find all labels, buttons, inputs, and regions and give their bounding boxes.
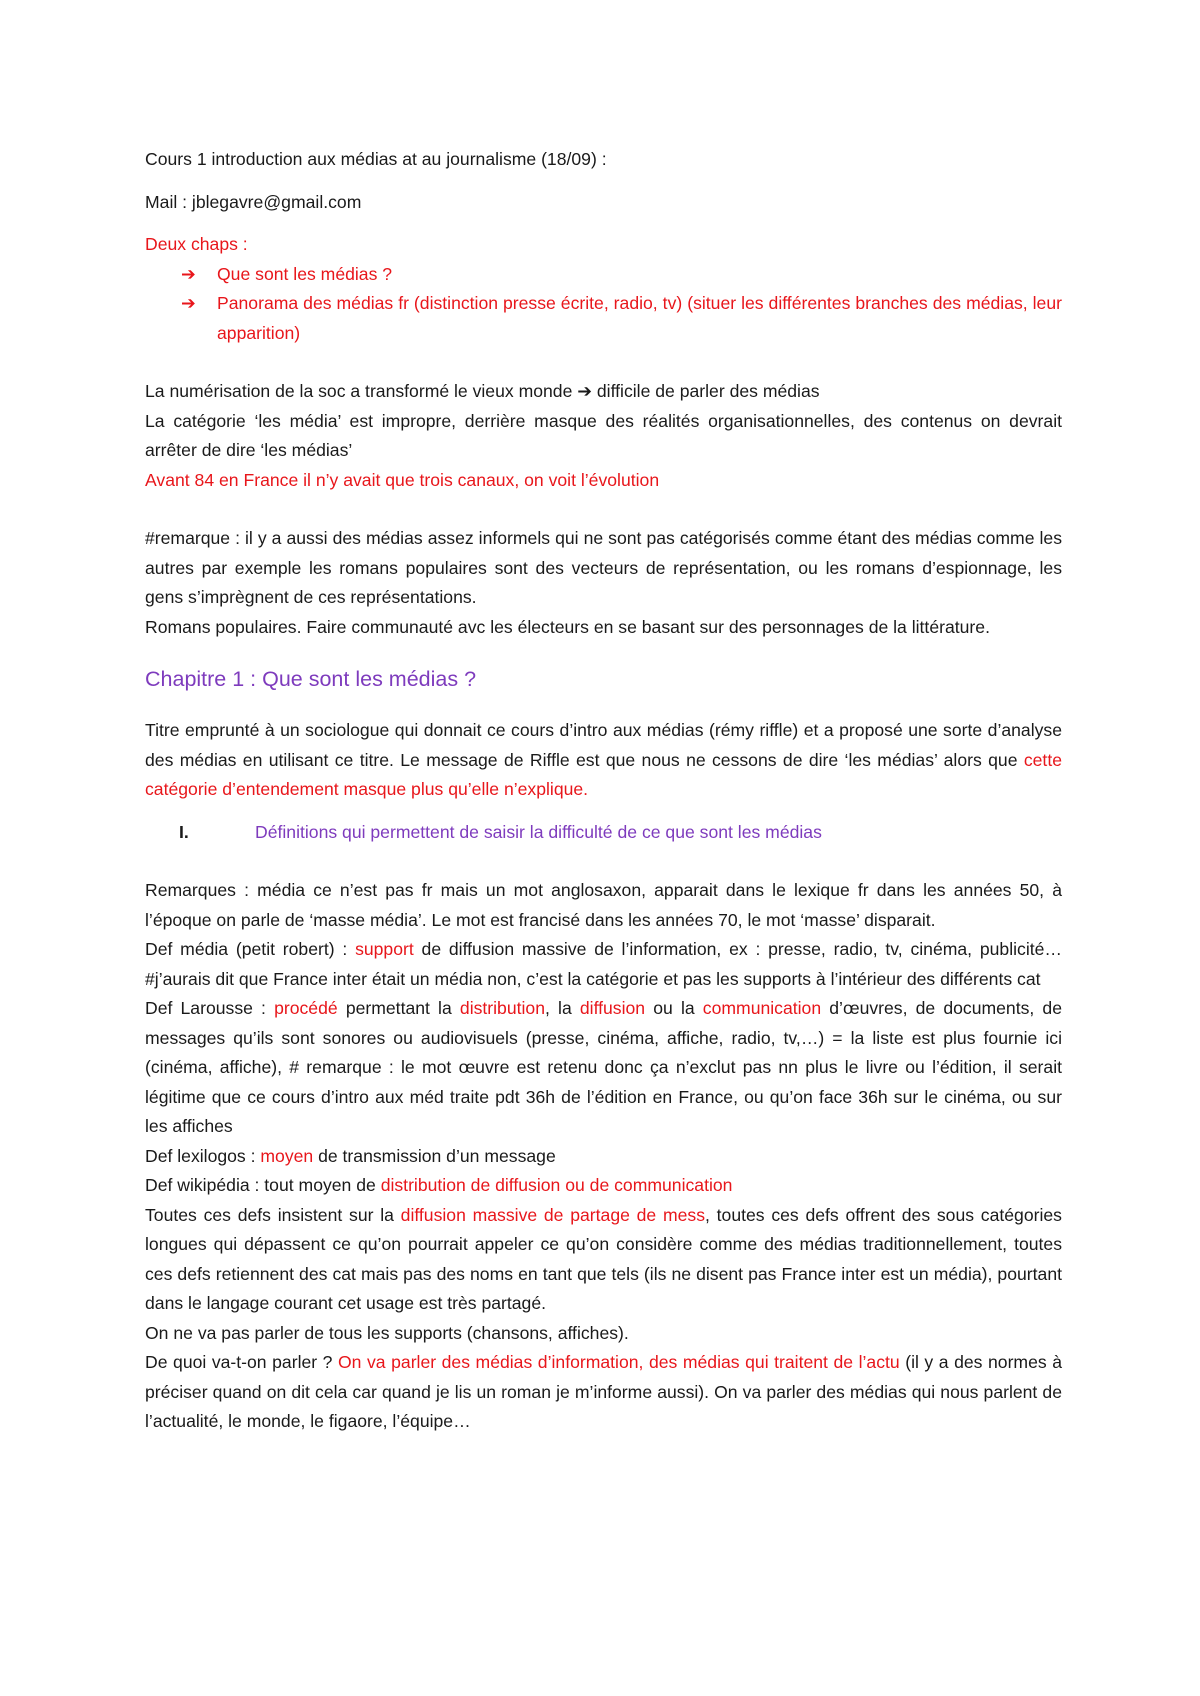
arrow-right-icon: ➔ [577,381,592,401]
section-title: Définitions qui permettent de saisir la difficulté de ce que sont les médias [255,821,822,842]
chapter-title: Chapitre 1 : Que sont les médias ? [145,667,477,691]
chapter-intro-paragraph: Titre emprunté à un sociologue qui donnait ce cours d’intro aux médias (rémy riffle) et a proposé une sorte d’analyse des médias en utilisant ce titre. Le message de Riffle est que nous ne cessons de dire ‘les médias’ alors que cette catégorie d’entendement masque plus qu’elle n’explique. [145,720,1062,799]
section-number: I. [179,821,189,842]
toutes-ces-defs-paragraph: Toutes ces defs insistent sur la diffusion massive de partage de mess, toutes ces defs offrent des sous catégories longues qui dépassent ce qu’on pourrait appeler ce qu’on considère comme des médias traditionnellement, toutes ces defs retiennent des cat mais pas des noms en tant que tels (ils ne disent pas France inter est un média), pourtant dans le langage courant cet usage est très partagé. [145,1204,1062,1313]
intro-line-1: La numérisation de la soc a transformé le vieux monde ➔ difficile de parler des médias [145,381,820,401]
list-item-label: Que sont les médias ? [217,263,393,284]
on-ne-va-pas-line: On ne va pas parler de tous les supports (chansons, affiches). [145,1322,629,1343]
remarques-paragraph: Remarques : média ce n’est pas fr mais un mot anglosaxon, apparait dans le lexique fr dans les années 50, à l’époque on parle de ‘masse média’. Le mot est francisé dans les années 70, le mot ‘masse’ disparait. [145,880,1062,930]
mail-line: Mail : jblegavre@gmail.com [145,191,362,212]
list-item [145,289,1062,348]
arrow-right-icon: ➔ [181,263,196,284]
romans-paragraph: Romans populaires. Faire communauté avc les électeurs en se basant sur des personnages de la littérature. [145,616,990,637]
de-quoi-paragraph: De quoi va-t-on parler ? On va parler des médias d’information, des médias qui traitent de l’actu (il y a des normes à préciser quand on dit cela car quand je lis un roman je m’informe aussi). On va parler des médias qui nous parlent de l’actualité, le monde, le figaore, l’équipe… [145,1352,1062,1431]
list-item-label: Panorama des médias fr (distinction presse écrite, radio, tv) (situer les différentes branches des médias, leur apparition) [217,293,1062,343]
def-petit-robert: Def média (petit robert) : support de diffusion massive de l’information, ex : presse, radio, tv, cinéma, publicité… #j’aurais dit que France inter était un média non, c’est la catégorie et pas les supports à l’intérieur des différents cat [145,939,1062,989]
def-larousse: Def Larousse : procédé permettant la distribution, la diffusion ou la communication d’œuvres, de documents, de messages qu’ils sont sonores ou audiovisuels (presse, cinéma, affiche, radio, tv,…) = la liste est plus fournie ici (cinéma, affiche), # remarque : le mot œuvre est retenu donc ça n’exclut pas nn plus le livre ou l’édition, il serait légitime que ce cours d’intro aux méd traite pdt 36h de l’édition en France, ou qu’on face 36h sur le cinéma, ou sur les affiches [145,998,1062,1136]
intro-line-3: Avant 84 en France il n’y avait que trois canaux, on voit l’évolution [145,469,660,490]
list-item [145,260,1062,290]
arrow-right-icon: ➔ [181,293,196,313]
deux-chaps-heading: Deux chaps : [145,234,248,254]
course-title: Cours 1 introduction aux médias at au journalisme (18/09) : [145,149,607,169]
def-lexilogos: Def lexilogos : moyen de transmission d’un message [145,1145,556,1166]
def-wikipedia: Def wikipédia : tout moyen de distribution de diffusion ou de communication [145,1175,733,1195]
section-heading [145,818,1062,848]
chapters-list [145,260,1062,349]
remarque-paragraph: #remarque : il y a aussi des médias assez informels qui ne sont pas catégorisés comme étant des médias comme les autres par exemple les romans populaires sont des vecteurs de représentation, ou les romans d’espionnage, les gens s’imprègnent de ces représentations. [145,528,1062,607]
intro-line-2: La catégorie ‘les média’ est impropre, derrière masque des réalités organisationnelles, des contenus on devrait arrêter de dire ‘les médias’ [145,410,1062,460]
